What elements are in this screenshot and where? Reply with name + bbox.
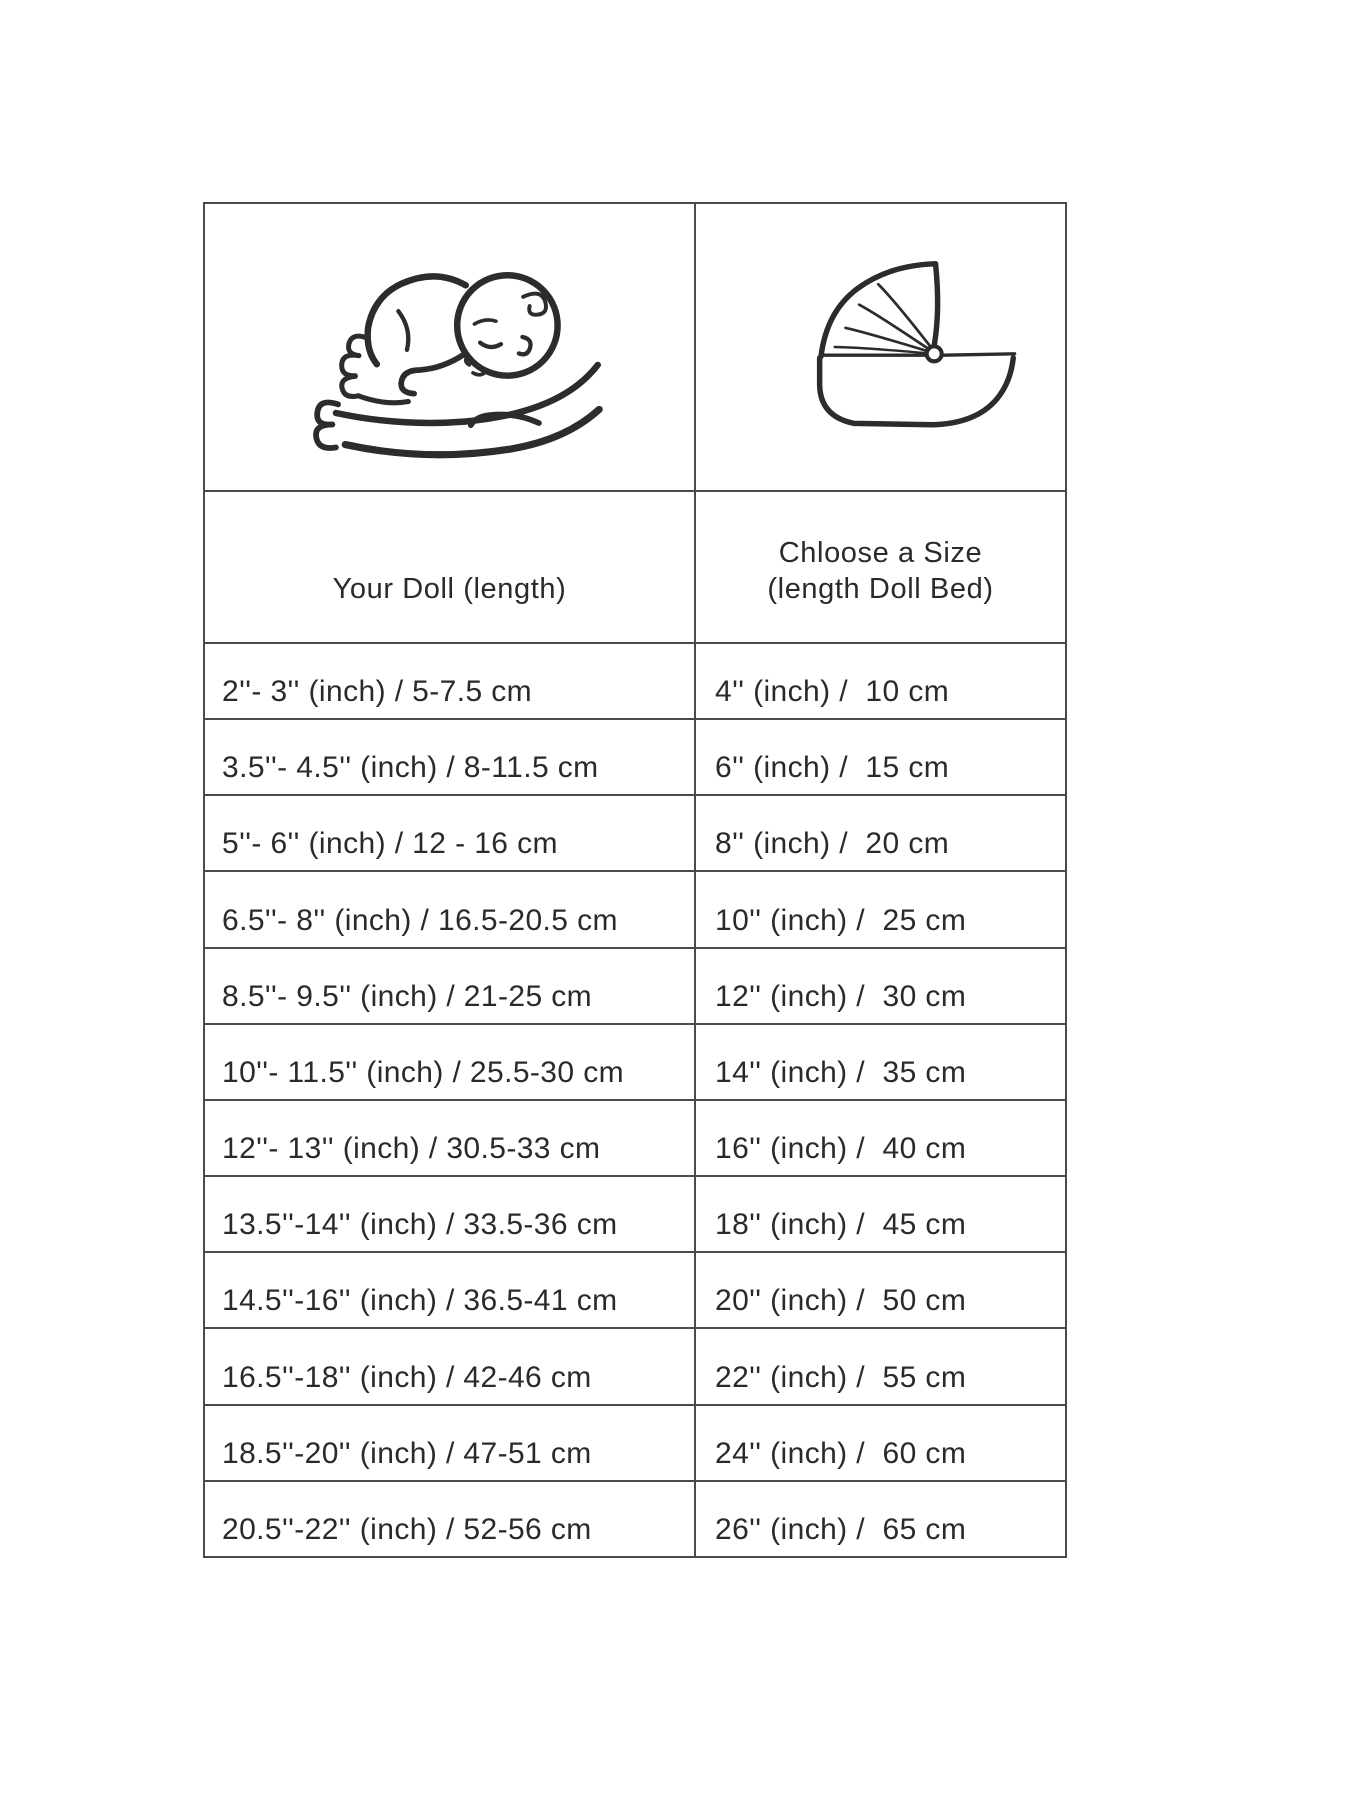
bed-size-cell: 22'' (inch) / 55 cm (694, 1327, 1065, 1403)
bed-size-cell: 16'' (inch) / 40 cm (694, 1099, 1065, 1175)
doll-length-cell: 18.5''-20'' (inch) / 47-51 cm (205, 1404, 694, 1480)
doll-length-cell: 8.5''- 9.5'' (inch) / 21-25 cm (205, 947, 694, 1023)
bed-size-cell: 4'' (inch) / 10 cm (694, 642, 1065, 718)
doll-image-cell (205, 204, 694, 490)
bed-size-cell: 20'' (inch) / 50 cm (694, 1251, 1065, 1327)
doll-length-cell: 6.5''- 8'' (inch) / 16.5-20.5 cm (205, 870, 694, 946)
bed-size-cell: 18'' (inch) / 45 cm (694, 1175, 1065, 1251)
bed-size-cell: 24'' (inch) / 60 cm (694, 1404, 1065, 1480)
bed-size-header-label: Chloose a Size (length Doll Bed) (767, 536, 994, 606)
doll-length-cell: 5''- 6'' (inch) / 12 - 16 cm (205, 794, 694, 870)
doll-length-cell: 20.5''-22'' (inch) / 52-56 cm (205, 1480, 694, 1556)
doll-bed-size-table (203, 202, 1067, 1558)
doll-length-cell: 16.5''-18'' (inch) / 42-46 cm (205, 1327, 694, 1403)
bed-size-cell: 8'' (inch) / 20 cm (694, 794, 1065, 870)
doll-length-cell: 2''- 3'' (inch) / 5-7.5 cm (205, 642, 694, 718)
doll-length-header (205, 490, 694, 642)
baby-in-hand-icon (285, 222, 615, 472)
doll-length-cell: 13.5''-14'' (inch) / 33.5-36 cm (205, 1175, 694, 1251)
bed-size-cell: 10'' (inch) / 25 cm (694, 870, 1065, 946)
bed-size-header (694, 490, 1065, 642)
doll-length-cell: 14.5''-16'' (inch) / 36.5-41 cm (205, 1251, 694, 1327)
bed-image-cell (694, 204, 1065, 490)
doll-bed-icon (731, 227, 1031, 467)
doll-length-cell: 12''- 13'' (inch) / 30.5-33 cm (205, 1099, 694, 1175)
doll-length-cell: 3.5''- 4.5'' (inch) / 8-11.5 cm (205, 718, 694, 794)
bed-size-cell: 12'' (inch) / 30 cm (694, 947, 1065, 1023)
bed-size-cell: 6'' (inch) / 15 cm (694, 718, 1065, 794)
bed-size-cell: 14'' (inch) / 35 cm (694, 1023, 1065, 1099)
doll-length-cell: 10''- 11.5'' (inch) / 25.5-30 cm (205, 1023, 694, 1099)
doll-length-header-label: Your Doll (length) (332, 573, 567, 606)
bed-size-cell: 26'' (inch) / 65 cm (694, 1480, 1065, 1556)
